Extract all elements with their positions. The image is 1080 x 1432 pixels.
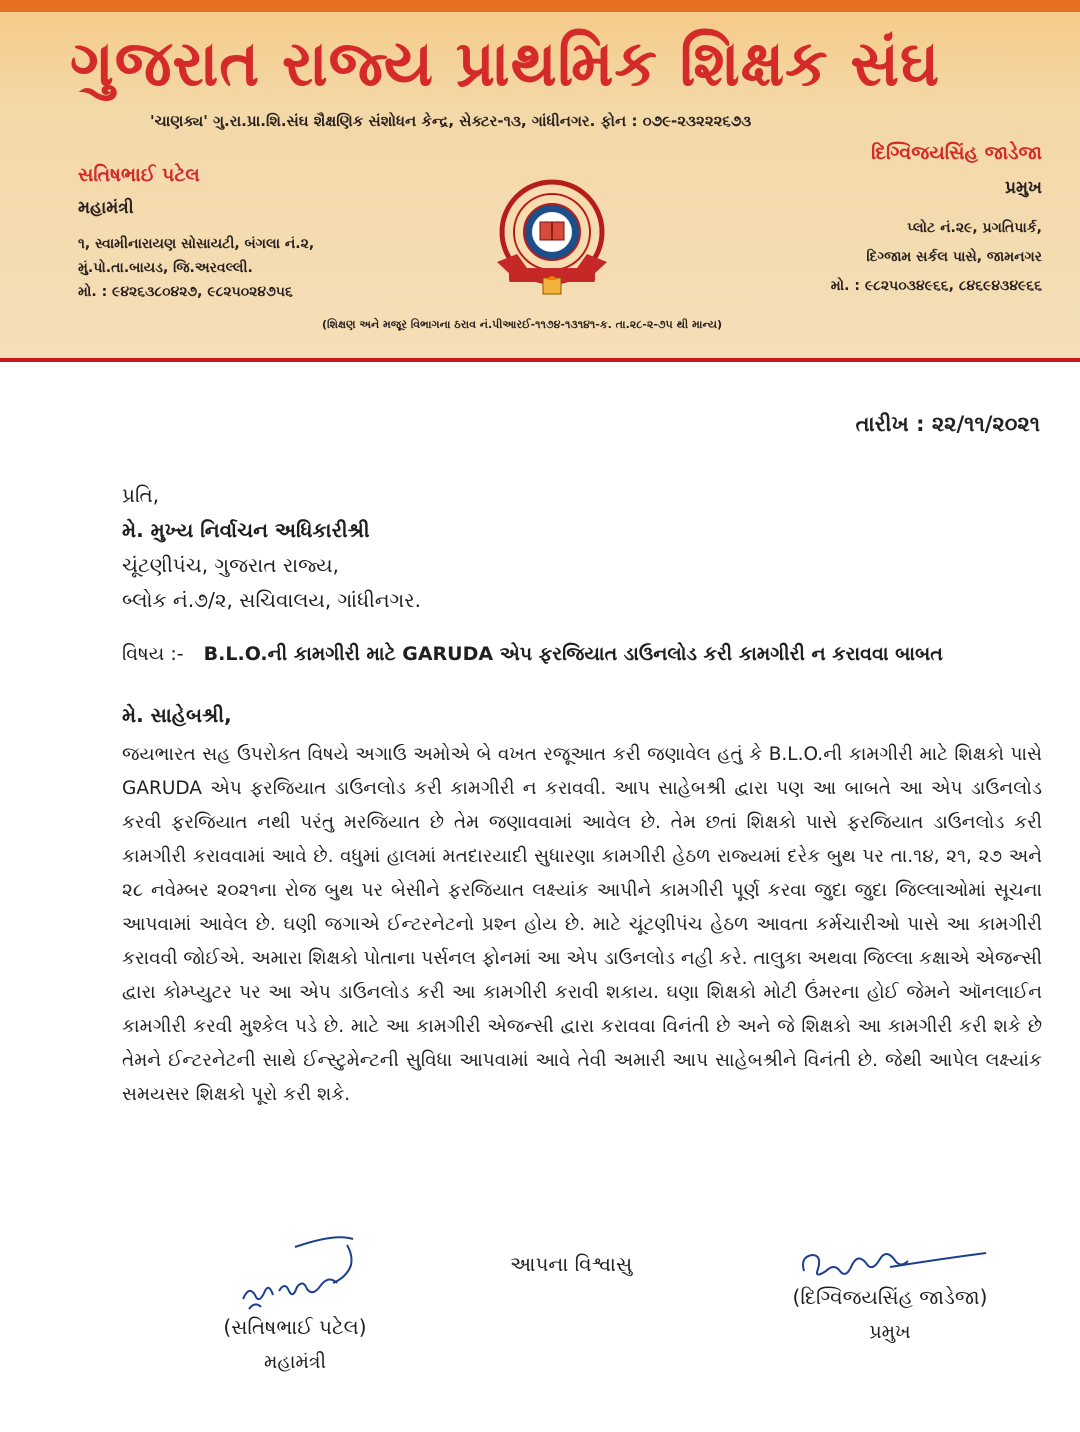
general-secretary-mobile: મો. : ૯૪૨૬૩૮૦૪૨૭, ૯૮૨૫૦૨૪૭૫૬ (78, 284, 293, 300)
subject-text: B.L.O.ની કામગીરી માટે GARUDA એપ ફરજિયાત ડાઉનલોડ કરી કામગીરી ન કરાવવા બાબત (203, 643, 943, 665)
subject-line (122, 643, 943, 665)
president-block (662, 142, 1042, 301)
signature-right-handwritten (790, 1241, 990, 1285)
president-mobile: મો. : ૯૮૨૫૦૩૪૯૬૬, ૮૪૬૯૪૩૪૯૬૬ (830, 278, 1042, 294)
recipient-line-1: ચૂંટણીપંચ, ગુજરાત રાજ્ય, (122, 553, 339, 577)
organization-address: 'ચાણક્ય' ગુ.રા.પ્રા.શિ.સંઘ શૈક્ષણિક સંશોધન કેન્દ્ર, સેક્ટર-૧૩, ગાંધીનગર. ફોન : ૦૭૯-૨૩૨૨૨૬૭૩ (150, 112, 752, 130)
signature-left-handwritten (225, 1225, 365, 1315)
signatory-right-name: (દિગ્વિજયસિંહ જાડેજા) (792, 1285, 988, 1309)
signatory-left-name: (સતિષભાઈ પટેલ) (223, 1315, 367, 1339)
recipient-name: મે. મુખ્ય નિર્વાચન અધિકારીશ્રી (122, 518, 370, 542)
recipient-prefix: પ્રતિ, (122, 483, 160, 507)
president-role: પ્રમુખ (1004, 178, 1042, 198)
salutation: મે. સાહેબશ્રી, (122, 703, 232, 727)
general-secretary-role: મહામંત્રી (78, 198, 134, 218)
president-name: દિગ્વિજયસિંહ જાડેજા (871, 142, 1042, 164)
organization-seal-logo (487, 176, 617, 298)
signature-block-left (195, 1225, 395, 1373)
subject-label: વિષય :- (122, 643, 184, 665)
approval-note: (શિક્ષણ અને મજૂર વિભાગના ઠરાવ નં.પીઆરઈ-૧૧૭૪-૧૩૧૪૧-ક. તા.૨૮-૨-૭૫ થી માન્ય) (322, 318, 723, 331)
signatory-left-title: મહામંત્રી (263, 1351, 327, 1373)
general-secretary-name: સતિષભાઈ પટેલ (78, 164, 200, 186)
letterhead-top-band (0, 0, 1080, 12)
general-secretary-block (78, 164, 438, 304)
recipient-block (122, 478, 421, 618)
general-secretary-address-1: ૧, સ્વામીનારાયણ સોસાયટી, બંગલા નં.૨, (78, 236, 315, 252)
letter-date: તારીખ : ૨૨/૧૧/૨૦૨૧ (855, 412, 1040, 436)
president-address-2: દિગ્જામ સર્કલ પાસે, જામનગર (866, 249, 1042, 265)
organization-title: ગુજરાત રાજ્ય પ્રાથમિક શિક્ષક સંઘ (70, 27, 941, 101)
president-address-1: પ્લોટ નં.૨૯, પ્રગતિપાર્ક, (907, 220, 1042, 236)
letterhead (0, 0, 1080, 362)
letter-body: જયભારત સહ ઉપરોક્ત વિષયે અગાઉ અમોએ બે વખત રજૂઆત કરી જણાવેલ હતું કે B.L.O.ની કામગીરી માટે શિક્ષકો પાસે GARUDA એપ ફરજિયાત ડાઉનલોડ કરી કામગીરી ન કરાવવી. આપ સાહેબશ્રી દ્વારા પણ આ બાબતે આ એપ ડાઉનલોડ કરવી ફરજિયાત નથી પરંતુ મરજિયાત છે તેમ જણાવવામાં આવેલ છે. તેમ છતાં શિક્ષકો પાસે ફરજિયાત ડાઉનલોડ કરી કામગીરી કરાવવામાં આવે છે. વધુમાં હાલમાં મતદારયાદી સુધારણા કામગીરી હેઠળ રાજ્યમાં દરેક બુથ પર તા.૧૪, ૨૧, ૨૭ અને ૨૮ નવેમ્બર ૨૦૨૧ના રોજ બુથ પર બેસીને ફરજિયાત લક્ષ્યાંક આપીને કામગીરી પૂર્ણ કરવા જુદા જુદા જિલ્લાઓમાં સૂચના આપવામાં આવેલ છે. ઘણી જગાએ ઈન્ટરનેટનો પ્રશ્ન હોય છે. માટે ચૂંટણીપંચ હેઠળ આવતા કર્મચારીઓ પાસે આ કામગીરી કરાવવી જોઈએ. અમારા શિક્ષકો પોતાના પર્સનલ ફોનમાં આ એપ ડાઉનલોડ નહી કરે. તાલુકા અથવા જિલ્લા કક્ષાએ એજન્સી દ્વારા કોમ્પ્યુટર પર આ એપ ડાઉનલોડ કરી આ કામગીરી કરાવી શકાય. ઘણા શિક્ષકો મોટી ઉંમરના હોઈ જેમને ઑનલાઈન કામગીરી કરવી મુશ્કેલ પડે છે. માટે આ કામગીરી એજન્સી દ્વારા કરાવવા વિનંતી છે અને જે શિક્ષકો આ કામગીરી કરી શકે છે તેમને ઈન્ટરનેટની સાથે ઈન્સ્ટુમેન્ટની સુવિધા આપવામાં આવે તેવી અમારી આપ સાહેબશ્રીને વિનંતી છે. જેથી આપેલ લક્ષ્યાંક સમયસર શિક્ષકો પૂરો કરી શકે. (122, 744, 1042, 1105)
signature-block-right (770, 1285, 1010, 1343)
signatory-right-title: પ્રમુખ (869, 1321, 911, 1343)
general-secretary-address-2: મું.પો.તા.બાયડ, જિ.અરવલ્લી. (78, 260, 253, 276)
closing-text: આપના વિશ્વાસુ (510, 1252, 633, 1276)
recipient-line-2: બ્લોક નં.૭/૨, સચિવાલય, ગાંધીનગર. (122, 588, 421, 612)
